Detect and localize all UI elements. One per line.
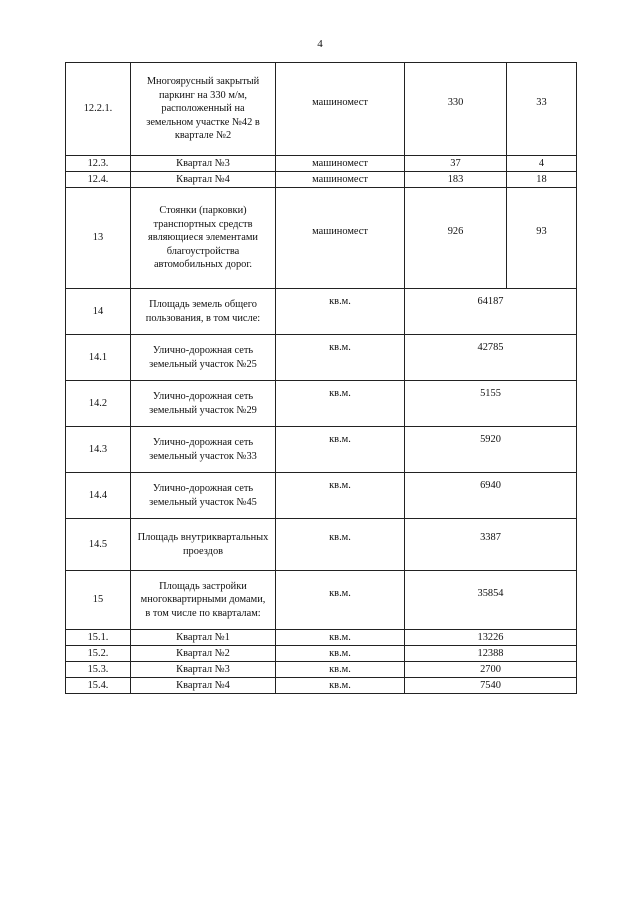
row-value-cell: 37 <box>404 155 506 171</box>
row-number-cell: 12.2.1. <box>65 62 130 155</box>
row-name-cell: Улично-дорожная сеть земельный участок №45 <box>130 472 275 518</box>
row-unit-cell: кв.м. <box>275 426 404 472</box>
row-unit-cell: кв.м. <box>275 645 404 661</box>
row-value-cell: 12388 <box>404 645 576 661</box>
row-name-cell: Улично-дорожная сеть земельный участок №29 <box>130 380 275 426</box>
row-name-cell: Квартал №1 <box>130 629 275 645</box>
row-unit-cell: машиномест <box>275 187 404 288</box>
row-name-cell: Улично-дорожная сеть земельный участок №25 <box>130 334 275 380</box>
row-name-cell: Квартал №3 <box>130 155 275 171</box>
row-number-cell: 15.3. <box>65 661 130 677</box>
row-name-cell: Площадь застройки многоквартирными домами, в том числе по кварталам: <box>130 570 275 629</box>
row-number-cell: 14.1 <box>65 334 130 380</box>
row-unit-cell: кв.м. <box>275 334 404 380</box>
row-number-cell: 12.4. <box>65 171 130 187</box>
row-unit-cell: кв.м. <box>275 518 404 570</box>
row-value-cell: 5920 <box>404 426 576 472</box>
row-value-cell: 35854 <box>404 570 576 629</box>
row-number-cell: 14.5 <box>65 518 130 570</box>
row-number-cell: 15.1. <box>65 629 130 645</box>
row-value-cell: 3387 <box>404 518 576 570</box>
row-value-cell: 6940 <box>404 472 576 518</box>
row-name-cell: Квартал №3 <box>130 661 275 677</box>
row-unit-cell: машиномест <box>275 155 404 171</box>
row-unit-cell: кв.м. <box>275 629 404 645</box>
row-number-cell: 14.4 <box>65 472 130 518</box>
row-value-cell: 926 <box>404 187 506 288</box>
row-unit-cell: кв.м. <box>275 380 404 426</box>
row-name-cell: Улично-дорожная сеть земельный участок №33 <box>130 426 275 472</box>
table-bottom-border <box>65 693 577 694</box>
row-unit-cell: машиномест <box>275 62 404 155</box>
row-number-cell: 15.2. <box>65 645 130 661</box>
row-unit-cell: машиномест <box>275 171 404 187</box>
row-number-cell: 15.4. <box>65 677 130 693</box>
row-number-cell: 12.3. <box>65 155 130 171</box>
row-name-cell: Квартал №4 <box>130 171 275 187</box>
row-value-cell: 2700 <box>404 661 576 677</box>
row-name-cell: Площадь земель общего пользования, в том числе: <box>130 288 275 334</box>
row-unit-cell: кв.м. <box>275 570 404 629</box>
row-value-cell: 64187 <box>404 288 576 334</box>
row-value-alt-cell: 33 <box>506 62 576 155</box>
row-value-cell: 7540 <box>404 677 576 693</box>
row-value-cell: 5155 <box>404 380 576 426</box>
row-name-cell: Квартал №2 <box>130 645 275 661</box>
row-value-cell: 42785 <box>404 334 576 380</box>
row-value-alt-cell: 4 <box>506 155 576 171</box>
row-value-alt-cell: 18 <box>506 171 576 187</box>
row-value-cell: 13226 <box>404 629 576 645</box>
row-number-cell: 14.3 <box>65 426 130 472</box>
row-number-cell: 13 <box>65 187 130 288</box>
row-unit-cell: кв.м. <box>275 288 404 334</box>
page-number: 4 <box>317 38 323 50</box>
row-name-cell: Многоярусный закрытый паркинг на 330 м/м, расположенный на земельном участке №42 в квартале №2 <box>130 62 275 155</box>
row-number-cell: 14.2 <box>65 380 130 426</box>
row-unit-cell: кв.м. <box>275 677 404 693</box>
row-value-alt-cell: 93 <box>506 187 576 288</box>
row-value-cell: 183 <box>404 171 506 187</box>
row-name-cell: Квартал №4 <box>130 677 275 693</box>
row-unit-cell: кв.м. <box>275 661 404 677</box>
row-unit-cell: кв.м. <box>275 472 404 518</box>
row-value-cell: 330 <box>404 62 506 155</box>
row-number-cell: 15 <box>65 570 130 629</box>
row-name-cell: Площадь внутриквартальных проездов <box>130 518 275 570</box>
table-right-border <box>576 62 577 694</box>
row-number-cell: 14 <box>65 288 130 334</box>
row-name-cell: Стоянки (парковки) транспортных средств являющиеся элементами благоустройства автомобильных дорог. <box>130 187 275 288</box>
